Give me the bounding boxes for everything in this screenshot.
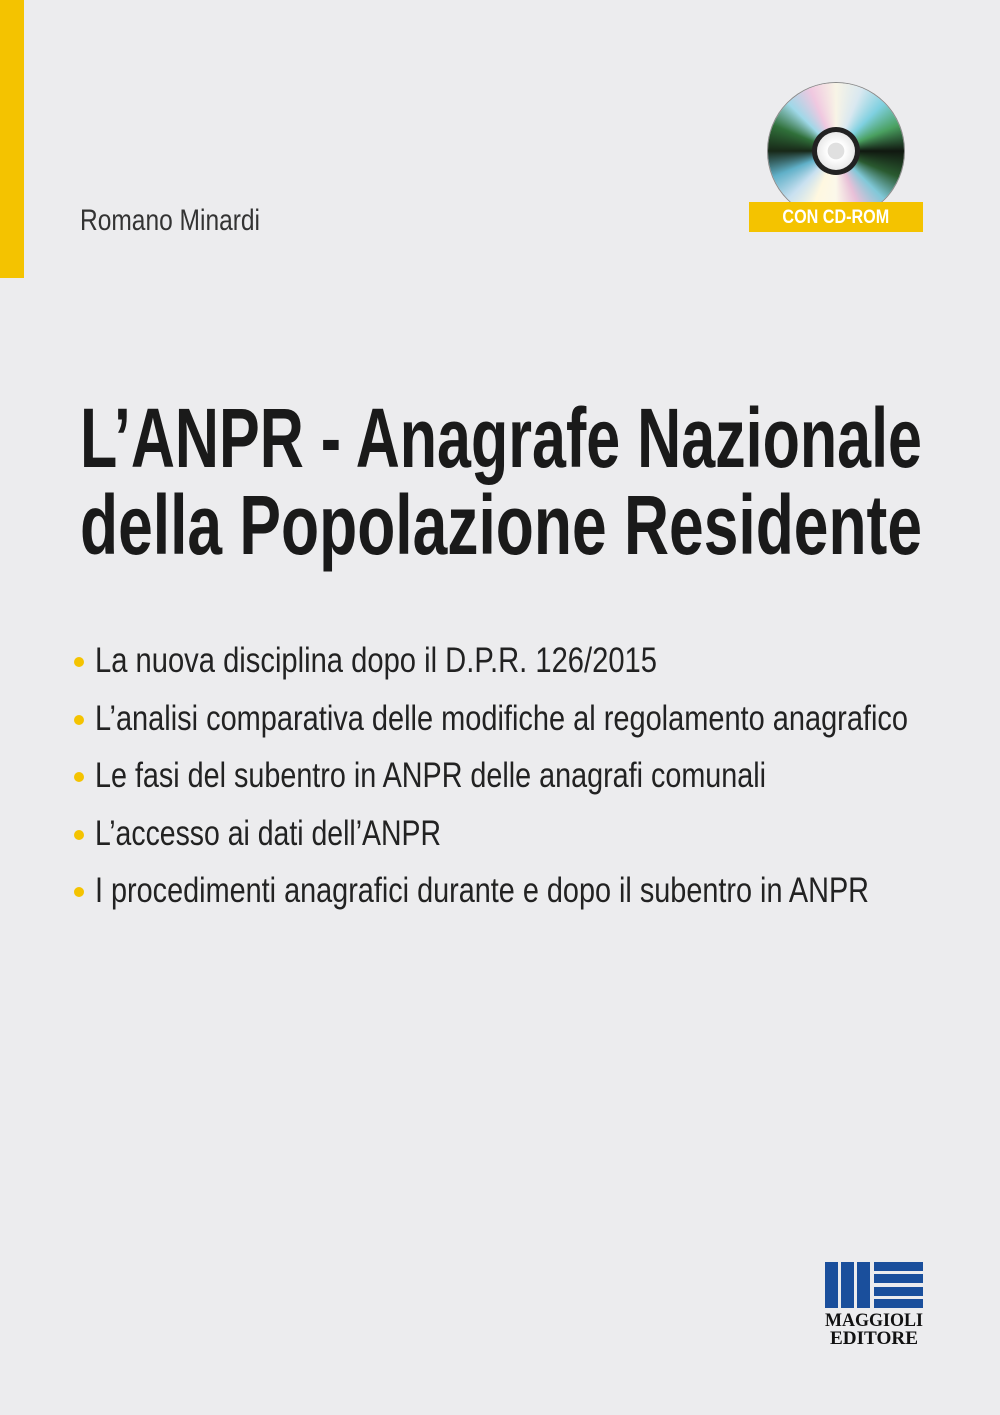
bullet-dot [74, 830, 84, 840]
maggioli-editore-logo [825, 1262, 923, 1346]
bullet-dot [74, 657, 84, 667]
title-line-2: della Popolazione Residente [80, 478, 922, 572]
author-name: Romano Minardi [80, 204, 260, 237]
bullet-dot [74, 772, 84, 782]
title-line-1: L’ANPR - Anagrafe Nazionale [80, 391, 922, 485]
bullet-dot [74, 715, 84, 725]
bullet-list [74, 641, 908, 910]
bullet-item: L’analisi comparativa delle modifiche al regolamento anagrafico [95, 699, 908, 738]
bullet-dot [74, 887, 84, 897]
publisher-name: MAGGIOLI [825, 1310, 923, 1331]
bullet-item: I procedimenti anagrafici durante e dopo il subentro in ANPR [95, 871, 869, 910]
bullet-item: L’accesso ai dati dell’ANPR [95, 814, 441, 853]
bullet-item: La nuova disciplina dopo il D.P.R. 126/2015 [95, 641, 657, 680]
cd-rom-badge: CON CD-ROM [749, 202, 923, 232]
bullet-item: Le fasi del subentro in ANPR delle anagrafi comunali [95, 756, 766, 795]
publisher-subname: EDITORE [830, 1328, 918, 1346]
